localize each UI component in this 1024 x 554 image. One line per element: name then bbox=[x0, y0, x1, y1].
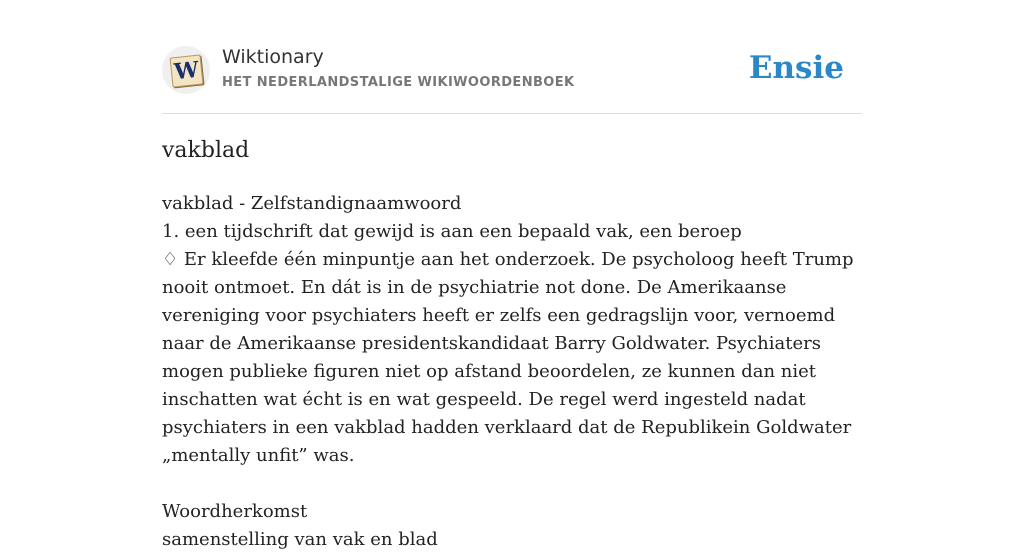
wiktionary-logo-icon[interactable] bbox=[162, 46, 210, 94]
page-title: vakblad bbox=[162, 138, 250, 163]
entry-content bbox=[162, 190, 862, 554]
example-quote: ♢ Er kleefde één minpuntje aan het onderzoek. De psycholoog heeft Trump nooit ontmoet. En dát is in de psychiatrie not done. De Amerikaanse vereniging voor psychiaters heeft er zelfs een gedragslijn voor, vernoemd naar de Amerikaanse presidentskandidaat Barry Goldwater. Psychiaters mogen publieke figuren niet op afstand beoordelen, ze kunnen dan niet inschatten wat écht is en wat gespeeld. De regel werd ingesteld nadat psychiaters in een vakblad hadden verklaard dat de Republikein Goldwater „mentally unfit” was. bbox=[162, 249, 854, 466]
etymology-heading: Woordherkomst bbox=[162, 501, 308, 522]
page-container bbox=[162, 0, 862, 550]
ensie-brand-link[interactable]: Ensie bbox=[748, 50, 844, 86]
site-name[interactable]: Wiktionary bbox=[222, 46, 324, 68]
word-type: vakblad - Zelfstandignaamwoord bbox=[162, 193, 462, 214]
spacer bbox=[162, 470, 862, 498]
site-tagline: HET NEDERLANDSTALIGE WIKIWOORDENBOEK bbox=[222, 75, 575, 90]
logo-tile: W bbox=[170, 54, 204, 87]
definition: 1. een tijdschrift dat gewijd is aan een bepaald vak, een beroep bbox=[162, 221, 742, 242]
etymology-text: samenstelling van vak en blad bbox=[162, 529, 438, 550]
site-header bbox=[162, 0, 862, 114]
